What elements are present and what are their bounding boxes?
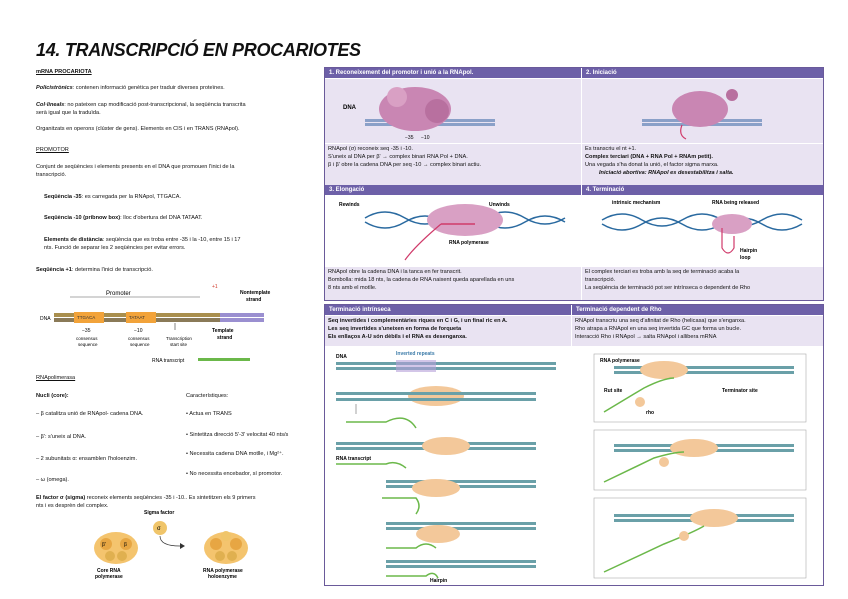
svg-text:β: β: [124, 542, 127, 548]
promoter-diagram: [40, 274, 310, 370]
promotor-text-1: Conjunt de seqüències i elements presents en el DNA que promouen l'inici de la: [36, 164, 235, 170]
svg-text:Inverted repeats: Inverted repeats: [396, 351, 435, 357]
panel2-text: Es transcriu el nt +1. Complex terciari (DNA + RNA Pol + RNAm petit). Una vegada s'ha donat la unió, el factor sigma marxa. Iniciació abortiva: RNApol es desestabilitza i salta.: [582, 144, 823, 185]
svg-text:DNA: DNA: [343, 105, 356, 111]
elongation-rnapol: [427, 204, 503, 236]
svg-text:RNA polymerase: RNA polymerase: [600, 358, 640, 364]
svg-text:rho: rho: [646, 410, 655, 416]
sigma-line-2: nts i es desprèn del complex.: [36, 503, 109, 509]
svg-text:Hairpin: Hairpin: [430, 578, 448, 584]
template-label: Template: [212, 328, 234, 334]
panel4-header: 4. Terminació: [582, 185, 823, 195]
core-item-4: – ω (omega).: [36, 477, 69, 483]
distance-line-2: nts. Funció de separar les 2 seqüències per evitar errors.: [44, 245, 186, 251]
consensus-35: consensus: [76, 336, 98, 341]
panel6-text: RNApol transcriu una seq d'afinitat de Rho (helicasa) que s'enganxa. Rho atrapa a RNApol en una seq invertida GC que forma un bucle. Interacció Rho i RNApol → salta RNApol i allibera mRNA: [572, 316, 823, 346]
holo-label-2: holoenzyme: [208, 574, 237, 580]
panel2-header: 2. Iniciació: [582, 68, 823, 78]
distance-line: Elements de distància: seqüència que es troba entre -35 i la -10, entre 15 i 17: [44, 237, 241, 243]
policistronic-line: Policistrònics: contenen informació genètica per traduir diverses proteïnes.: [36, 85, 225, 91]
colineals-line-2: serà igual que la traduïda.: [36, 110, 101, 116]
seq35-line: Seqüència -35: es carregada per la RNApol, TTGACA.: [44, 194, 182, 200]
m10-label: −10: [134, 328, 143, 334]
caract-item-1: • Actua en TRANS: [186, 411, 232, 417]
svg-text:Rut site: Rut site: [604, 388, 623, 394]
panel2-image: [582, 79, 823, 143]
core-item-1: – β catalitza unió de RNApol- cadena DNA.: [36, 411, 144, 417]
caract-item-4: • No necessita encebador, sí promotor.: [186, 471, 283, 477]
core-rna-polymerase: [94, 532, 138, 564]
panel5-text: Seq invertides i complementàries riques en C i G, i un final ric en A. Les seq invertides s'uneixen en forma de forqueta Els enllaços A-U són dèbils i el RNA es desenganxa.: [325, 316, 571, 346]
panel1-text: RNApol (σ) reconeix seq -35 i -10. S'uneix al DNA per β' → complex binari RNA Pol + DNA. β i β' obre la cadena DNA per seq -10 → complex binari actiu.: [325, 144, 581, 185]
core-item-3: – 2 subunitats α: ensamblen l'holoenzim.: [36, 456, 138, 462]
rna-transcript-bar: [198, 358, 250, 361]
svg-text:RNA being released: RNA being released: [712, 200, 760, 206]
svg-text:−10: −10: [421, 135, 430, 141]
svg-text:Terminator site: Terminator site: [722, 388, 758, 394]
holo-label-1: RNA polymerase: [203, 568, 243, 574]
seq1-line: Seqüència +1: determina l'inici de transcripció.: [36, 267, 153, 273]
svg-text:RNA transcript: RNA transcript: [336, 456, 372, 462]
m35-label: −35: [82, 328, 91, 334]
promotor-text-2: transcripció.: [36, 172, 67, 178]
sigma-factor-diagram: [80, 506, 280, 582]
plus1-label: +1: [212, 284, 218, 290]
intrinsic-termination-diagram: [326, 348, 570, 584]
seq10-line: Seqüència -10 (pribnow box): lloc d'obertura del DNA TATAAT.: [44, 215, 203, 221]
svg-text:σ: σ: [157, 526, 161, 532]
panel1-header: 1. Reconeixement del promotor i unió a la RNApol.: [325, 68, 581, 78]
panel6-header: Terminació dependent de Rho: [572, 305, 823, 315]
svg-text:RNA polymerase: RNA polymerase: [449, 240, 489, 246]
panel4-text: El complex terciari es troba amb la seq de terminació acaba la transcripció. La seqüència de terminació pot ser intrínseca o dependent de Rho: [582, 267, 823, 300]
rna-transcript-label: RNA transcript: [152, 358, 185, 364]
rnapol-heading: RNApolimerasa: [36, 375, 76, 381]
panel3-text: RNApol obre la cadena DNA i la tanca en fer transcrit. Bombolla: mida 18 nts, la cadena de RNA naixent queda aparellada en uns 8 nts amb el motlle.: [325, 267, 581, 300]
caract-item-2: • Sintetitza direcció 5'-3' velocitat 40 nts/s: [186, 432, 289, 438]
tataat-label: TATAAT: [129, 315, 145, 320]
colineals-line: Col·lineals: no pateixen cap modificació post-transcripcional, la seqüència transcrita: [36, 102, 246, 108]
txstart-label-1: Transcription: [166, 336, 192, 341]
core-item-2: – β': s'uneix al DNA.: [36, 434, 87, 440]
panel5-header: Terminació intrínseca: [325, 305, 571, 315]
panel3-header: 3. Elongació: [325, 185, 581, 195]
svg-text:β': β': [102, 542, 106, 548]
core-heading: Nucli (core):: [36, 393, 69, 399]
sigma-factor-label: Sigma factor: [144, 510, 175, 516]
core-label-1: Core RNA: [97, 568, 121, 574]
core-label-2: polymerase: [95, 574, 123, 580]
panel3-image: [325, 196, 581, 266]
sigma-line: El factor σ (sigma) reconeix elements seqüències -35 i -10.. Es sintetitzen els 9 primers: [36, 495, 256, 501]
nontemplate-label: Nontemplate: [240, 290, 271, 296]
caract-item-3: • Necessita cadena DNA motlle, i Mg²⁺.: [186, 451, 284, 457]
sequence-35: sequence: [78, 342, 98, 347]
ttgaca-label: TTGACA: [77, 315, 96, 320]
mrna-heading: mRNA PROCARIOTA: [36, 69, 92, 75]
strand-label: strand: [246, 297, 262, 303]
panel1-image: [325, 79, 581, 143]
sequence-10: sequence: [130, 342, 150, 347]
svg-text:Rewinds: Rewinds: [339, 202, 360, 208]
consensus-10: consensus: [128, 336, 150, 341]
page-title: 14. TRANSCRIPCIÓ EN PROCARIOTES: [36, 40, 361, 60]
svg-text:intrinsic mechanism: intrinsic mechanism: [612, 200, 661, 206]
rho-termination-diagram: [574, 348, 822, 584]
txstart-label-2: start site: [170, 342, 188, 347]
svg-text:DNA: DNA: [336, 354, 347, 360]
svg-text:Hairpin: Hairpin: [740, 248, 758, 254]
promotor-heading: PROMOTOR: [36, 147, 69, 153]
panel4-image: [582, 196, 823, 266]
svg-text:Unwinds: Unwinds: [489, 202, 510, 208]
svg-text:loop: loop: [740, 255, 751, 261]
promoter-label: Promoter: [106, 291, 131, 297]
caract-heading: Característiques:: [186, 393, 229, 399]
template-strand-label: strand: [217, 335, 233, 341]
dna-label: DNA: [40, 316, 51, 322]
operons-line: Organitzats en operons (clúster de gens). Elements en CIS i en TRANS (RNApol).: [36, 126, 240, 132]
svg-text:−35: −35: [405, 135, 414, 141]
